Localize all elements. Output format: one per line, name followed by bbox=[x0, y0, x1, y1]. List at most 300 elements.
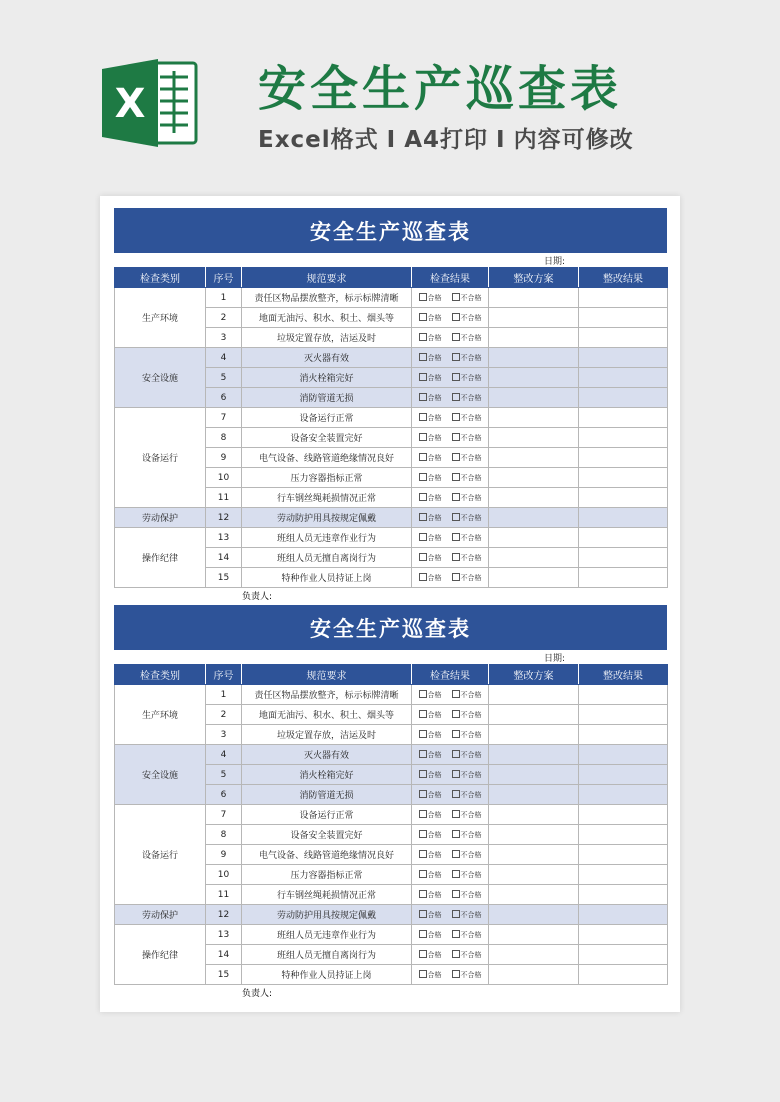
category-cell: 操作纪律 bbox=[115, 925, 206, 985]
check-result-cell bbox=[412, 388, 489, 408]
column-header: 序号 bbox=[206, 268, 242, 288]
checkbox-icon[interactable] bbox=[419, 690, 427, 698]
rectification-result-cell[interactable] bbox=[579, 368, 668, 388]
rectification-result-cell[interactable] bbox=[579, 548, 668, 568]
pass-option[interactable] bbox=[419, 771, 442, 779]
requirement-cell: 垃圾定置存放，洁运及时 bbox=[242, 328, 412, 348]
check-result-cell bbox=[412, 328, 489, 348]
pass-option[interactable] bbox=[419, 851, 442, 859]
check-result-cell bbox=[412, 428, 489, 448]
checkbox-icon[interactable] bbox=[419, 513, 427, 521]
category-cell: 安全设施 bbox=[115, 745, 206, 805]
pass-option[interactable] bbox=[419, 534, 442, 542]
pass-option[interactable] bbox=[419, 811, 442, 819]
rectification-result-cell[interactable] bbox=[579, 685, 668, 705]
pass-option[interactable] bbox=[419, 454, 442, 462]
pass-option[interactable] bbox=[419, 434, 442, 442]
rectification-plan-cell[interactable] bbox=[489, 448, 579, 468]
fail-option[interactable] bbox=[452, 554, 482, 562]
checkbox-icon[interactable] bbox=[419, 433, 427, 441]
rectification-result-cell[interactable] bbox=[579, 488, 668, 508]
checkbox-icon[interactable] bbox=[452, 493, 460, 501]
pass-label: 合格 bbox=[427, 293, 442, 302]
rectification-result-cell[interactable] bbox=[579, 388, 668, 408]
checkbox-icon[interactable] bbox=[452, 790, 460, 798]
column-header: 检查类别 bbox=[115, 665, 206, 685]
rectification-plan-cell[interactable] bbox=[489, 765, 579, 785]
rectification-plan-cell[interactable] bbox=[489, 368, 579, 388]
rectification-plan-cell[interactable] bbox=[489, 965, 579, 985]
fail-option[interactable] bbox=[452, 494, 482, 502]
rectification-plan-cell[interactable] bbox=[489, 548, 579, 568]
rectification-result-cell[interactable] bbox=[579, 725, 668, 745]
rectification-plan-cell[interactable] bbox=[489, 905, 579, 925]
fail-label: 不合格 bbox=[460, 810, 482, 819]
fail-option[interactable] bbox=[452, 971, 482, 979]
checkbox-icon[interactable] bbox=[419, 790, 427, 798]
fail-option[interactable] bbox=[452, 751, 482, 759]
fail-label: 不合格 bbox=[460, 950, 482, 959]
fail-option[interactable] bbox=[452, 771, 482, 779]
requirement-cell: 压力容器指标正常 bbox=[242, 865, 412, 885]
item-number: 9 bbox=[206, 845, 242, 865]
rectification-plan-cell[interactable] bbox=[489, 685, 579, 705]
fail-option[interactable] bbox=[452, 731, 482, 739]
check-result-cell bbox=[412, 685, 489, 705]
fail-label: 不合格 bbox=[460, 690, 482, 699]
rectification-result-cell[interactable] bbox=[579, 428, 668, 448]
category-cell: 设备运行 bbox=[115, 408, 206, 508]
checkbox-icon[interactable] bbox=[452, 870, 460, 878]
pass-option[interactable] bbox=[419, 711, 442, 719]
column-header: 检查类别 bbox=[115, 268, 206, 288]
checkbox-icon[interactable] bbox=[419, 710, 427, 718]
rectification-plan-cell[interactable] bbox=[489, 865, 579, 885]
fail-option[interactable] bbox=[452, 711, 482, 719]
date-label: 日期: bbox=[544, 257, 566, 267]
table-row bbox=[115, 905, 668, 925]
pass-option[interactable] bbox=[419, 691, 442, 699]
checkbox-icon[interactable] bbox=[419, 950, 427, 958]
item-number: 8 bbox=[206, 825, 242, 845]
rectification-result-cell[interactable] bbox=[579, 745, 668, 765]
requirement-cell: 电气设备、线路管道绝缘情况良好 bbox=[242, 448, 412, 468]
column-header: 序号 bbox=[206, 665, 242, 685]
fail-label: 不合格 bbox=[460, 790, 482, 799]
document-paper bbox=[100, 196, 680, 1012]
fail-label: 不合格 bbox=[460, 890, 482, 899]
check-result-cell bbox=[412, 348, 489, 368]
rectification-plan-cell[interactable] bbox=[489, 308, 579, 328]
fail-option[interactable] bbox=[452, 691, 482, 699]
rectification-plan-cell[interactable] bbox=[489, 468, 579, 488]
fail-option[interactable] bbox=[452, 791, 482, 799]
rectification-plan-cell[interactable] bbox=[489, 745, 579, 765]
check-result-cell bbox=[412, 548, 489, 568]
item-number: 4 bbox=[206, 745, 242, 765]
rectification-plan-cell[interactable] bbox=[489, 805, 579, 825]
requirement-cell: 特种作业人员持证上岗 bbox=[242, 965, 412, 985]
pass-option[interactable] bbox=[419, 731, 442, 739]
rectification-plan-cell[interactable] bbox=[489, 348, 579, 368]
sheet-title: 安全生产巡查表 bbox=[114, 208, 667, 253]
fail-option[interactable] bbox=[452, 354, 482, 362]
table-row bbox=[115, 528, 668, 548]
checkbox-icon[interactable] bbox=[452, 453, 460, 461]
requirement-cell: 消防管道无损 bbox=[242, 785, 412, 805]
fail-label: 不合格 bbox=[460, 830, 482, 839]
item-number: 7 bbox=[206, 805, 242, 825]
pass-label: 合格 bbox=[427, 730, 442, 739]
item-number: 2 bbox=[206, 705, 242, 725]
checkbox-icon[interactable] bbox=[452, 730, 460, 738]
checkbox-icon[interactable] bbox=[452, 413, 460, 421]
checkbox-icon[interactable] bbox=[419, 830, 427, 838]
checkbox-icon[interactable] bbox=[452, 293, 460, 301]
requirement-cell: 灭火器有效 bbox=[242, 745, 412, 765]
item-number: 10 bbox=[206, 865, 242, 885]
checkbox-icon[interactable] bbox=[452, 710, 460, 718]
fail-option[interactable] bbox=[452, 911, 482, 919]
pass-option[interactable] bbox=[419, 294, 442, 302]
pass-option[interactable] bbox=[419, 494, 442, 502]
checkbox-icon[interactable] bbox=[452, 950, 460, 958]
fail-option[interactable] bbox=[452, 534, 482, 542]
requirement-cell: 特种作业人员持证上岗 bbox=[242, 568, 412, 588]
checkbox-icon[interactable] bbox=[452, 513, 460, 521]
pass-option[interactable] bbox=[419, 891, 442, 899]
rectification-result-cell[interactable] bbox=[579, 408, 668, 428]
checkbox-icon[interactable] bbox=[452, 333, 460, 341]
subtitle-separator: I bbox=[386, 127, 397, 153]
checkbox-icon[interactable] bbox=[419, 730, 427, 738]
fail-label: 不合格 bbox=[460, 870, 482, 879]
fail-label: 不合格 bbox=[460, 413, 482, 422]
check-result-cell bbox=[412, 765, 489, 785]
column-header: 规范要求 bbox=[242, 665, 412, 685]
pass-option[interactable] bbox=[419, 931, 442, 939]
checkbox-icon[interactable] bbox=[452, 313, 460, 321]
fail-option[interactable] bbox=[452, 434, 482, 442]
requirement-cell: 消火栓箱完好 bbox=[242, 368, 412, 388]
checkbox-icon[interactable] bbox=[419, 493, 427, 501]
checkbox-icon[interactable] bbox=[452, 393, 460, 401]
item-number: 6 bbox=[206, 785, 242, 805]
rectification-result-cell[interactable] bbox=[579, 448, 668, 468]
checkbox-icon[interactable] bbox=[419, 770, 427, 778]
fail-option[interactable] bbox=[452, 454, 482, 462]
requirement-cell: 设备运行正常 bbox=[242, 408, 412, 428]
pass-label: 合格 bbox=[427, 473, 442, 482]
pass-option[interactable] bbox=[419, 474, 442, 482]
check-result-cell bbox=[412, 945, 489, 965]
pass-option[interactable] bbox=[419, 871, 442, 879]
category-cell: 安全设施 bbox=[115, 348, 206, 408]
rectification-result-cell[interactable] bbox=[579, 288, 668, 308]
fail-option[interactable] bbox=[452, 314, 482, 322]
rectification-plan-cell[interactable] bbox=[489, 528, 579, 548]
fail-option[interactable] bbox=[452, 951, 482, 959]
check-result-cell bbox=[412, 725, 489, 745]
rectification-result-cell[interactable] bbox=[579, 945, 668, 965]
table-row bbox=[115, 408, 668, 428]
checkbox-icon[interactable] bbox=[419, 373, 427, 381]
pass-label: 合格 bbox=[427, 433, 442, 442]
item-number: 1 bbox=[206, 685, 242, 705]
checkbox-icon[interactable] bbox=[419, 910, 427, 918]
pass-option[interactable] bbox=[419, 831, 442, 839]
pass-label: 合格 bbox=[427, 910, 442, 919]
checkbox-icon[interactable] bbox=[419, 553, 427, 561]
check-result-cell bbox=[412, 288, 489, 308]
column-header: 检查结果 bbox=[412, 268, 489, 288]
checkbox-icon[interactable] bbox=[452, 850, 460, 858]
checkbox-icon[interactable] bbox=[419, 293, 427, 301]
page-subtitle bbox=[258, 121, 634, 154]
fail-option[interactable] bbox=[452, 474, 482, 482]
fail-label: 不合格 bbox=[460, 553, 482, 562]
checkbox-icon[interactable] bbox=[452, 553, 460, 561]
checkbox-icon[interactable] bbox=[452, 473, 460, 481]
inspection-table bbox=[114, 664, 668, 985]
item-number: 11 bbox=[206, 885, 242, 905]
check-result-cell bbox=[412, 488, 489, 508]
pass-option[interactable] bbox=[419, 791, 442, 799]
rectification-result-cell[interactable] bbox=[579, 508, 668, 528]
requirement-cell: 消防管道无损 bbox=[242, 388, 412, 408]
checkbox-icon[interactable] bbox=[419, 850, 427, 858]
checkbox-icon[interactable] bbox=[452, 970, 460, 978]
pass-option[interactable] bbox=[419, 554, 442, 562]
fail-label: 不合格 bbox=[460, 970, 482, 979]
requirement-cell: 地面无油污、积水、积土、烟头等 bbox=[242, 308, 412, 328]
pass-label: 合格 bbox=[427, 373, 442, 382]
responsible-label: 负责人: bbox=[242, 989, 273, 999]
fail-label: 不合格 bbox=[460, 930, 482, 939]
rectification-result-cell[interactable] bbox=[579, 328, 668, 348]
checkbox-icon[interactable] bbox=[452, 533, 460, 541]
item-number: 14 bbox=[206, 945, 242, 965]
checkbox-icon[interactable] bbox=[452, 573, 460, 581]
checkbox-icon[interactable] bbox=[419, 573, 427, 581]
checkbox-icon[interactable] bbox=[452, 810, 460, 818]
requirement-cell: 班组人员无擅自离岗行为 bbox=[242, 945, 412, 965]
rectification-result-cell[interactable] bbox=[579, 785, 668, 805]
fail-label: 不合格 bbox=[460, 513, 482, 522]
category-cell: 操作纪律 bbox=[115, 528, 206, 588]
rectification-result-cell[interactable] bbox=[579, 805, 668, 825]
check-result-cell bbox=[412, 368, 489, 388]
fail-option[interactable] bbox=[452, 931, 482, 939]
date-row bbox=[114, 650, 667, 664]
pass-option[interactable] bbox=[419, 514, 442, 522]
checkbox-icon[interactable] bbox=[452, 750, 460, 758]
column-header: 整改结果 bbox=[579, 268, 668, 288]
rectification-result-cell[interactable] bbox=[579, 705, 668, 725]
rectification-plan-cell[interactable] bbox=[489, 388, 579, 408]
item-number: 5 bbox=[206, 765, 242, 785]
item-number: 15 bbox=[206, 965, 242, 985]
fail-option[interactable] bbox=[452, 871, 482, 879]
rectification-plan-cell[interactable] bbox=[489, 428, 579, 448]
rectification-plan-cell[interactable] bbox=[489, 288, 579, 308]
fail-label: 不合格 bbox=[460, 293, 482, 302]
checkbox-icon[interactable] bbox=[419, 970, 427, 978]
checkbox-icon[interactable] bbox=[419, 313, 427, 321]
requirement-cell: 消火栓箱完好 bbox=[242, 765, 412, 785]
requirement-cell: 压力容器指标正常 bbox=[242, 468, 412, 488]
rectification-result-cell[interactable] bbox=[579, 468, 668, 488]
rectification-plan-cell[interactable] bbox=[489, 328, 579, 348]
table-row bbox=[115, 288, 668, 308]
item-number: 11 bbox=[206, 488, 242, 508]
checkbox-icon[interactable] bbox=[452, 910, 460, 918]
checkbox-icon[interactable] bbox=[419, 870, 427, 878]
requirement-cell: 责任区物品摆放整齐，标示标牌清晰 bbox=[242, 685, 412, 705]
rectification-result-cell[interactable] bbox=[579, 885, 668, 905]
check-result-cell bbox=[412, 508, 489, 528]
rectification-plan-cell[interactable] bbox=[489, 508, 579, 528]
pass-option[interactable] bbox=[419, 574, 442, 582]
date-row bbox=[114, 253, 667, 267]
checkbox-icon[interactable] bbox=[419, 473, 427, 481]
checkbox-icon[interactable] bbox=[419, 333, 427, 341]
rectification-plan-cell[interactable] bbox=[489, 568, 579, 588]
rectification-plan-cell[interactable] bbox=[489, 705, 579, 725]
rectification-result-cell[interactable] bbox=[579, 925, 668, 945]
rectification-plan-cell[interactable] bbox=[489, 925, 579, 945]
requirement-cell: 责任区物品摆放整齐，标示标牌清晰 bbox=[242, 288, 412, 308]
requirement-cell: 班组人员无违章作业行为 bbox=[242, 528, 412, 548]
requirement-cell: 班组人员无违章作业行为 bbox=[242, 925, 412, 945]
checkbox-icon[interactable] bbox=[452, 930, 460, 938]
pass-option[interactable] bbox=[419, 334, 442, 342]
checkbox-icon[interactable] bbox=[419, 890, 427, 898]
rectification-plan-cell[interactable] bbox=[489, 885, 579, 905]
rectification-plan-cell[interactable] bbox=[489, 845, 579, 865]
header bbox=[0, 0, 780, 196]
rectification-result-cell[interactable] bbox=[579, 765, 668, 785]
item-number: 3 bbox=[206, 328, 242, 348]
fail-option[interactable] bbox=[452, 414, 482, 422]
pass-option[interactable] bbox=[419, 314, 442, 322]
rectification-result-cell[interactable] bbox=[579, 825, 668, 845]
checkbox-icon[interactable] bbox=[419, 453, 427, 461]
checkbox-icon[interactable] bbox=[419, 533, 427, 541]
column-header: 整改方案 bbox=[489, 665, 579, 685]
fail-option[interactable] bbox=[452, 294, 482, 302]
rectification-result-cell[interactable] bbox=[579, 865, 668, 885]
rectification-result-cell[interactable] bbox=[579, 528, 668, 548]
checkbox-icon[interactable] bbox=[452, 433, 460, 441]
table-row bbox=[115, 805, 668, 825]
rectification-result-cell[interactable] bbox=[579, 965, 668, 985]
requirement-cell: 电气设备、线路管道绝缘情况良好 bbox=[242, 845, 412, 865]
checkbox-icon[interactable] bbox=[419, 930, 427, 938]
checkbox-icon[interactable] bbox=[452, 770, 460, 778]
checkbox-icon[interactable] bbox=[452, 353, 460, 361]
pass-label: 合格 bbox=[427, 573, 442, 582]
rectification-result-cell[interactable] bbox=[579, 905, 668, 925]
checkbox-icon[interactable] bbox=[419, 353, 427, 361]
fail-option[interactable] bbox=[452, 374, 482, 382]
pass-option[interactable] bbox=[419, 354, 442, 362]
checkbox-icon[interactable] bbox=[452, 890, 460, 898]
requirement-cell: 设备安全装置完好 bbox=[242, 825, 412, 845]
pass-label: 合格 bbox=[427, 790, 442, 799]
rectification-plan-cell[interactable] bbox=[489, 725, 579, 745]
check-result-cell bbox=[412, 448, 489, 468]
date-label: 日期: bbox=[544, 654, 566, 664]
page-title: 安全生产巡查表 bbox=[258, 61, 623, 117]
column-header: 整改结果 bbox=[579, 665, 668, 685]
fail-option[interactable] bbox=[452, 851, 482, 859]
pass-option[interactable] bbox=[419, 911, 442, 919]
pass-label: 合格 bbox=[427, 770, 442, 779]
fail-option[interactable] bbox=[452, 394, 482, 402]
fail-label: 不合格 bbox=[460, 750, 482, 759]
table-row bbox=[115, 348, 668, 368]
rectification-result-cell[interactable] bbox=[579, 568, 668, 588]
checkbox-icon[interactable] bbox=[452, 690, 460, 698]
inspection-table bbox=[114, 267, 668, 588]
fail-option[interactable] bbox=[452, 574, 482, 582]
item-number: 7 bbox=[206, 408, 242, 428]
checkbox-icon[interactable] bbox=[419, 413, 427, 421]
rectification-plan-cell[interactable] bbox=[489, 785, 579, 805]
pass-label: 合格 bbox=[427, 970, 442, 979]
checkbox-icon[interactable] bbox=[419, 393, 427, 401]
fail-option[interactable] bbox=[452, 514, 482, 522]
fail-label: 不合格 bbox=[460, 433, 482, 442]
pass-option[interactable] bbox=[419, 394, 442, 402]
fail-option[interactable] bbox=[452, 334, 482, 342]
pass-label: 合格 bbox=[427, 333, 442, 342]
rectification-result-cell[interactable] bbox=[579, 845, 668, 865]
pass-option[interactable] bbox=[419, 751, 442, 759]
sheet-title: 安全生产巡查表 bbox=[114, 605, 667, 650]
fail-option[interactable] bbox=[452, 811, 482, 819]
pass-option[interactable] bbox=[419, 971, 442, 979]
fail-option[interactable] bbox=[452, 831, 482, 839]
excel-logo-icon bbox=[100, 57, 200, 149]
checkbox-icon[interactable] bbox=[419, 750, 427, 758]
check-result-cell bbox=[412, 568, 489, 588]
item-number: 12 bbox=[206, 905, 242, 925]
inspection-sheet bbox=[114, 208, 667, 602]
rectification-plan-cell[interactable] bbox=[489, 825, 579, 845]
fail-label: 不合格 bbox=[460, 353, 482, 362]
checkbox-icon[interactable] bbox=[419, 810, 427, 818]
pass-option[interactable] bbox=[419, 414, 442, 422]
pass-option[interactable] bbox=[419, 374, 442, 382]
check-result-cell bbox=[412, 865, 489, 885]
rectification-plan-cell[interactable] bbox=[489, 408, 579, 428]
pass-option[interactable] bbox=[419, 951, 442, 959]
rectification-result-cell[interactable] bbox=[579, 308, 668, 328]
rectification-result-cell[interactable] bbox=[579, 348, 668, 368]
fail-label: 不合格 bbox=[460, 333, 482, 342]
rectification-plan-cell[interactable] bbox=[489, 945, 579, 965]
fail-option[interactable] bbox=[452, 891, 482, 899]
checkbox-icon[interactable] bbox=[452, 830, 460, 838]
requirement-cell: 设备运行正常 bbox=[242, 805, 412, 825]
pass-label: 合格 bbox=[427, 890, 442, 899]
item-number: 8 bbox=[206, 428, 242, 448]
checkbox-icon[interactable] bbox=[452, 373, 460, 381]
pass-label: 合格 bbox=[427, 393, 442, 402]
rectification-plan-cell[interactable] bbox=[489, 488, 579, 508]
